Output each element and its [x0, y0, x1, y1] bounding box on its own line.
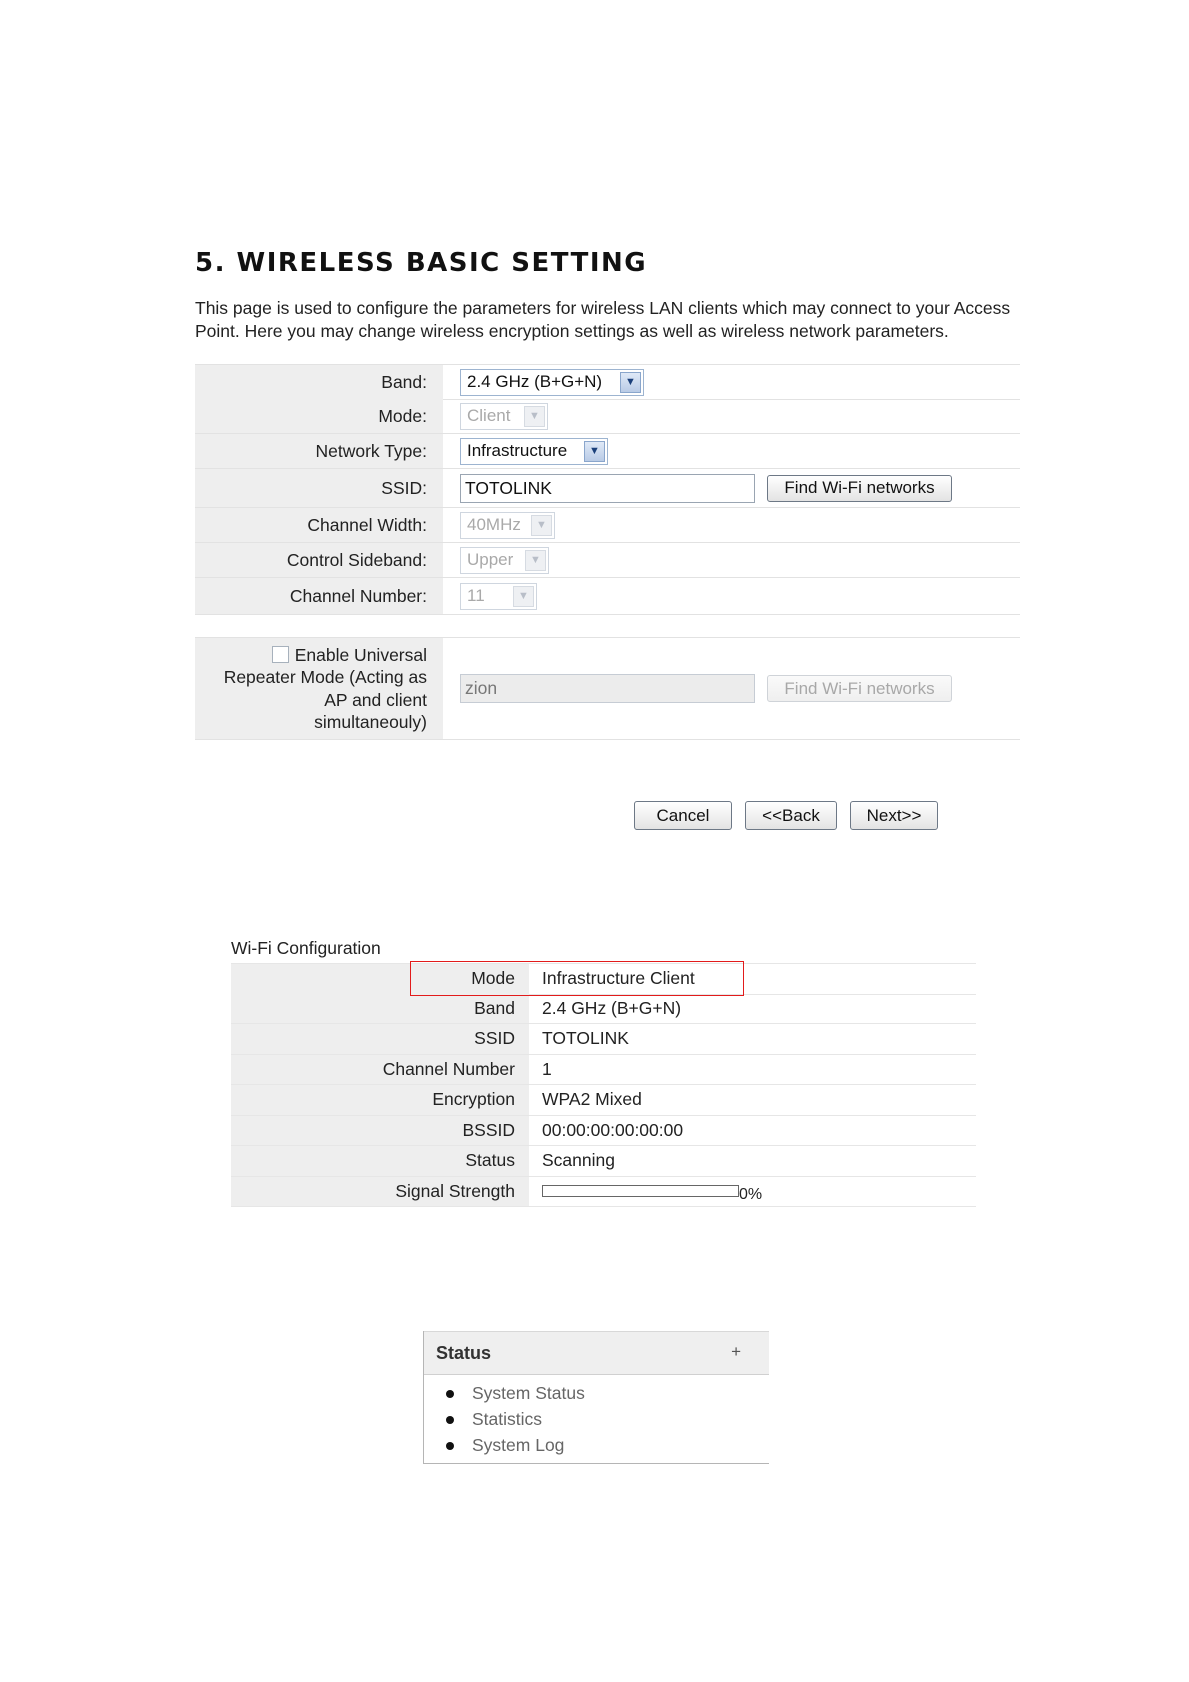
band-select[interactable] — [460, 369, 644, 396]
mode-highlight-box — [410, 961, 744, 996]
mode-value: Client — [467, 406, 511, 425]
plus-icon[interactable]: + — [731, 1342, 741, 1361]
chevron-down-icon: ▼ — [531, 515, 552, 536]
channel-width-select — [460, 512, 555, 539]
ssid-label: SSID: — [195, 469, 443, 507]
wifi-config-row — [231, 1116, 976, 1147]
bullet-icon — [446, 1442, 454, 1450]
wifi-config-label: Channel Number — [231, 1055, 529, 1085]
wifi-config-value: Infrastructure Client — [542, 968, 695, 989]
chevron-down-icon[interactable]: ▼ — [584, 441, 605, 462]
channel-number-select — [460, 583, 537, 610]
channel-width-value: 40MHz — [467, 515, 521, 534]
control-sideband-value: Upper — [467, 550, 514, 569]
wifi-config-row — [231, 1024, 976, 1055]
network-type-label: Network Type: — [195, 434, 443, 468]
control-sideband-select — [460, 547, 549, 574]
repeater-row — [195, 637, 1020, 740]
channel-number-value: 11 — [467, 586, 485, 605]
channel-number-row — [195, 578, 1020, 615]
status-panel-header[interactable] — [424, 1331, 769, 1375]
status-panel — [423, 1331, 769, 1464]
back-button[interactable]: <<Back — [745, 801, 837, 830]
wifi-config-value: 2.4 GHz (B+G+N) — [542, 997, 682, 1018]
signal-strength-value — [542, 1177, 762, 1207]
band-value: 2.4 GHz (B+G+N) — [467, 372, 603, 391]
wifi-config-title: Wi-Fi Configuration — [231, 938, 381, 958]
band-label: Band: — [195, 365, 443, 399]
network-type-select[interactable] — [460, 438, 608, 465]
control-sideband-label: Control Sideband: — [195, 543, 443, 577]
wifi-config-value: Scanning — [542, 1150, 615, 1171]
repeater-checkbox[interactable] — [272, 646, 289, 663]
wifi-config-value: WPA2 Mixed — [542, 1089, 642, 1110]
mode-row — [195, 399, 1020, 434]
wifi-config-value: 1 — [542, 1058, 552, 1079]
mode-label: Mode: — [195, 399, 443, 433]
network-type-row — [195, 434, 1020, 469]
page-title: 5. WIRELESS BASIC SETTING — [195, 248, 648, 278]
ssid-input[interactable]: TOTOLINK — [460, 474, 755, 503]
status-panel-title: Status — [436, 1343, 492, 1363]
wifi-config-row — [231, 1146, 976, 1177]
intro-text: This page is used to configure the parameters for wireless LAN clients which may connect to your Access Point. Here you may change wireless encryption settings as well as wireless network parameters. — [195, 298, 1011, 341]
bullet-icon — [446, 1390, 454, 1398]
wifi-config-label: Status — [231, 1146, 529, 1176]
channel-number-label: Channel Number: — [195, 578, 443, 614]
wifi-config-row — [231, 1055, 976, 1086]
bullet-icon — [446, 1416, 454, 1424]
wifi-config-value: 00:00:00:00:00:00 — [542, 1119, 684, 1140]
wifi-config-label: Signal Strength — [231, 1177, 529, 1207]
find-wifi-button[interactable]: Find Wi-Fi networks — [767, 475, 952, 502]
wifi-config-value: TOTOLINK — [542, 1028, 629, 1049]
status-item-system-status[interactable]: System Status — [446, 1383, 585, 1404]
signal-strength-bar — [542, 1185, 739, 1197]
control-sideband-row — [195, 543, 1020, 578]
chevron-down-icon: ▼ — [525, 550, 546, 571]
next-button[interactable]: Next>> — [850, 801, 938, 830]
wifi-config-row — [231, 994, 976, 1025]
repeater-label: Enable Universal Repeater Mode (Acting as AP and client simultaneouly) — [195, 638, 443, 739]
band-row — [195, 364, 1020, 400]
wifi-config-label: Mode — [231, 964, 529, 994]
status-item-system-log[interactable]: System Log — [446, 1435, 564, 1456]
repeater-ssid-input: zion — [460, 674, 755, 703]
channel-width-row — [195, 508, 1020, 543]
signal-strength-percent: 0% — [739, 1186, 763, 1204]
chevron-down-icon[interactable]: ▼ — [620, 372, 641, 393]
wifi-config-row — [231, 1085, 976, 1116]
wifi-config-label: BSSID — [231, 1116, 529, 1146]
wifi-config-label: Encryption — [231, 1085, 529, 1115]
cancel-button[interactable]: Cancel — [634, 801, 732, 830]
wifi-config-row — [231, 1177, 976, 1208]
wifi-config-label: Band — [231, 994, 529, 1024]
chevron-down-icon: ▼ — [513, 586, 534, 607]
wifi-config-label: SSID — [231, 1024, 529, 1054]
ssid-row — [195, 469, 1020, 508]
network-type-value: Infrastructure — [467, 441, 568, 460]
mode-select — [460, 403, 548, 430]
channel-width-label: Channel Width: — [195, 508, 443, 542]
chevron-down-icon: ▼ — [524, 406, 545, 427]
status-item-statistics[interactable]: Statistics — [446, 1409, 542, 1430]
repeater-find-wifi-button: Find Wi-Fi networks — [767, 675, 952, 702]
